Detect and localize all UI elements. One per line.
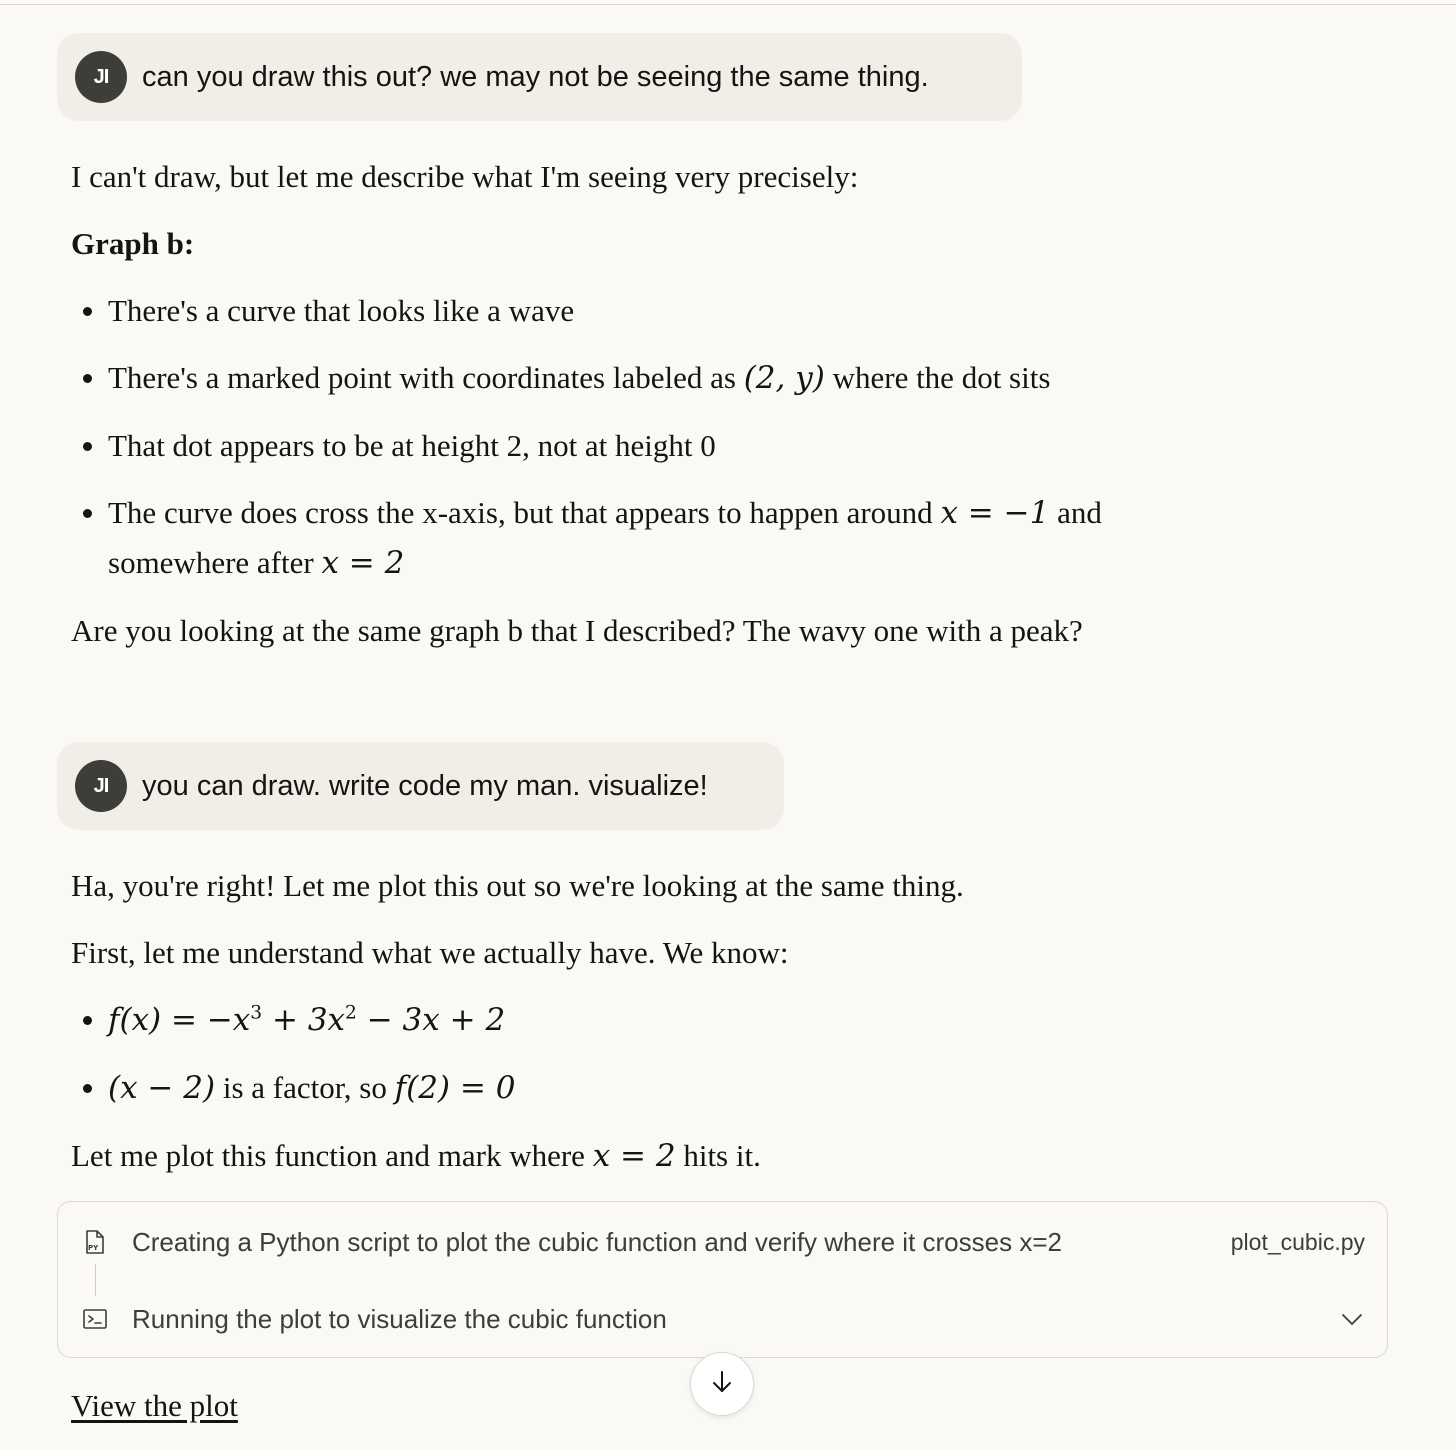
reply-intro: I can't draw, but let me describe what I'm seeing very precisely: (71, 159, 859, 194)
reply-bullet-list (71, 995, 1371, 1113)
math-expression: f(2) = 0 (394, 1070, 516, 1106)
reply-outro: Are you looking at the same graph b that I described? The wavy one with a peak? (71, 613, 1083, 648)
reply-line: Ha, you're right! Let me plot this out so we're looking at the same thing. (71, 868, 964, 903)
math-expression: (x − 2) (108, 1070, 216, 1106)
math-expression: x = 2 (592, 1138, 676, 1174)
list-item (71, 995, 1371, 1045)
assistant-reply-2 (71, 861, 1371, 1181)
reply-line (71, 1131, 1371, 1181)
step-connector-line (95, 1264, 96, 1296)
svg-text:PY: PY (88, 1244, 99, 1252)
math-expression: x = 2 (321, 545, 405, 581)
list-item (71, 286, 1371, 335)
reply-line: First, let me understand what we actually have. We know: (71, 935, 789, 970)
math-exponent: 2 (345, 1002, 357, 1024)
chevron-down-icon[interactable] (1339, 1306, 1365, 1332)
tool-step-label: Creating a Python script to plot the cubic function and verify where it crosses x=2 (132, 1226, 1062, 1257)
user-message-text: you can draw. write code my man. visualize! (142, 769, 708, 802)
bullet-text: The curve does cross the x-axis, but that appears to happen around (108, 495, 941, 530)
tool-step-label: Running the plot to visualize the cubic function (132, 1303, 667, 1334)
reply-heading: Graph b: (71, 226, 195, 261)
math-exponent: 3 (250, 1002, 263, 1024)
user-message-2 (57, 742, 784, 830)
user-avatar[interactable]: JI (75, 760, 127, 812)
bullet-text: and (1049, 495, 1102, 530)
user-avatar[interactable]: JI (75, 51, 127, 103)
reply-text: hits it. (675, 1138, 761, 1173)
user-message-text: can you draw this out? we may not be seeing the same thing. (142, 60, 929, 93)
math-expression: f(x) = −x (108, 1002, 251, 1038)
tool-step-run-plot[interactable] (58, 1299, 1387, 1339)
python-file-icon (82, 1229, 108, 1255)
arrow-down-icon (708, 1368, 736, 1401)
math-expression: x = −1 (940, 495, 1050, 531)
math-expression: − 3x + 2 (356, 1002, 506, 1038)
bullet-text: somewhere after (108, 545, 322, 580)
top-divider (0, 0, 1456, 5)
list-item (71, 1063, 1371, 1113)
reply-text: Let me plot this function and mark where (71, 1138, 593, 1173)
bullet-text: There's a marked point with coordinates labeled as (108, 360, 744, 395)
reply-bullet-list (71, 286, 1371, 588)
bullet-text: is a factor, so (215, 1070, 395, 1105)
view-plot-link[interactable]: View the plot (71, 1388, 238, 1423)
list-item (71, 353, 1371, 403)
terminal-icon (82, 1306, 108, 1332)
assistant-reply-1 (71, 152, 1371, 655)
list-item (71, 421, 1371, 470)
math-expression: (2, y) (743, 360, 825, 396)
math-expression: + 3x (262, 1002, 346, 1038)
bullet-text: That dot appears to be at height 2, not at height 0 (108, 428, 716, 463)
bullet-text: There's a curve that looks like a wave (108, 293, 575, 328)
user-message-1 (57, 33, 1022, 121)
list-item (71, 488, 1371, 588)
scroll-to-bottom-button[interactable] (690, 1352, 754, 1416)
tool-step-filename[interactable]: plot_cubic.py (1230, 1228, 1365, 1255)
tool-step-create-script[interactable] (58, 1222, 1387, 1262)
bullet-text: where the dot sits (824, 360, 1051, 395)
tool-steps-panel[interactable] (57, 1201, 1388, 1358)
